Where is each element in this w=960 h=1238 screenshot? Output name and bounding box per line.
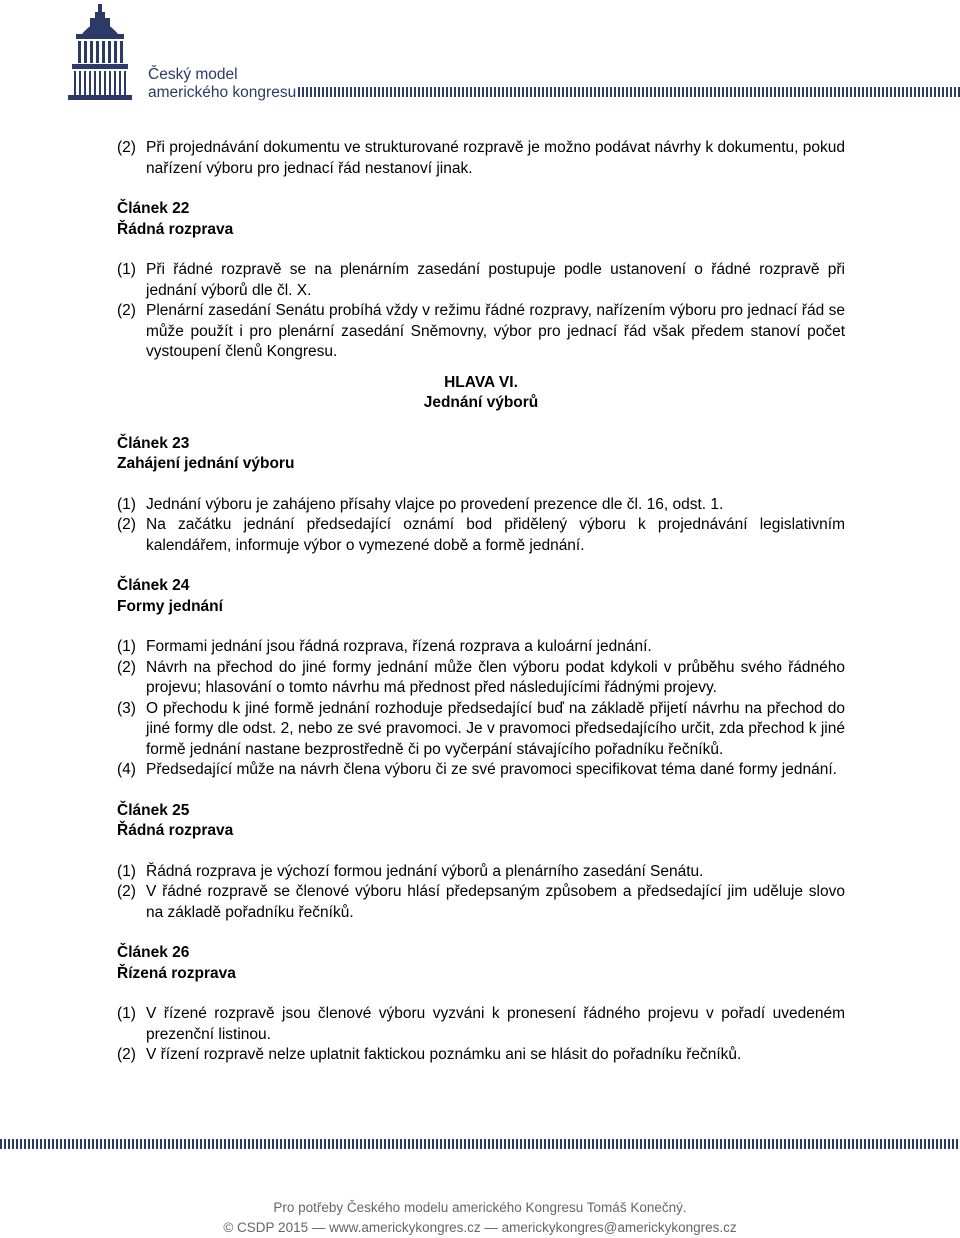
paragraph-number: (3) (117, 699, 136, 717)
article-title: Článek 22 (117, 200, 190, 217)
article-title: Článek 23 (117, 434, 190, 452)
chapter-subtitle: Jednání výborů (423, 394, 539, 411)
paragraph-number: (1) (117, 261, 136, 278)
document-body (117, 138, 845, 1066)
footer-line2: © CSDP 2015 — www.americkykongres.cz — americkykongres@americkykongres.cz (223, 1220, 737, 1235)
paragraph-text: O přechodu k jiné formě jednání rozhoduje předsedající buď na základě přijetí návrhu na přechod do jiné formy dle odst. 2, nebo ze své pravomoci. Je v pravomoci předsedajícího určit, zda přechod k jiné formě jednání nastane bezprostředně či po vyčerpání stávajícího pořadníku řečníků. (146, 699, 845, 758)
article-title: Článek 24 (117, 577, 190, 594)
logo-line1: Český model (148, 66, 238, 83)
article-subtitle: Formy jednání (117, 597, 223, 615)
paragraph (117, 138, 845, 179)
page-footer (0, 1198, 960, 1238)
paragraph-text: V řízené rozpravě jsou členové výboru vyzváni k pronesení řádného projevu v pořadí uvedeném prezenční listinou. (146, 1005, 845, 1043)
paragraph (117, 301, 845, 363)
paragraph-text: Řádná rozprava je výchozí formou jednání výborů a plenárního zasedání Senátu. (146, 862, 704, 880)
article-title: Článek 25 (117, 801, 190, 819)
article-subtitle: Zahájení jednání výboru (117, 455, 295, 472)
header-divider (298, 87, 960, 97)
paragraph-number: (2) (117, 658, 136, 676)
paragraph-number: (1) (117, 638, 136, 655)
paragraph-text: Na začátku jednání předsedající oznámí bod přidělený výboru k projednávání legislativním kalendářem, informuje výbor o vymezené době a formě jednání. (146, 516, 845, 554)
article-subtitle: Řádná rozprava (117, 220, 234, 238)
paragraph-number: (4) (117, 761, 136, 778)
paragraph-text: Návrh na přechod do jiné formy jednání může člen výboru podat kdykoli v průběhu svého řádného projevu; hlasování o tomto návrhu má přednost před následujícími řádnými projevy. (146, 658, 845, 696)
paragraph-text: Předsedající může na návrh člena výboru či ze své pravomoci specifikovat téma dané formy jednání. (146, 761, 837, 778)
paragraph-text: Jednání výboru je zahájeno přísahy vlajce po provedení prezence dle čl. 16, odst. 1. (146, 495, 724, 513)
paragraph (117, 1045, 845, 1066)
paragraph-number: (2) (117, 1046, 136, 1063)
paragraph-number: (2) (117, 883, 136, 900)
logo-line2: amerického kongresu (148, 84, 297, 101)
paragraph (117, 760, 845, 781)
logo-text (148, 66, 296, 102)
paragraph-number: (2) (117, 139, 136, 156)
paragraph-text: V řádné rozpravě se členové výboru hlásí předepsaným způsobem a předsedající jim uděluje slovo na základě pořadníku řečníků. (146, 883, 845, 921)
paragraph-number: (2) (117, 516, 136, 533)
paragraph (117, 1004, 845, 1045)
chapter-title: HLAVA VI. (444, 373, 518, 391)
article-title: Článek 26 (117, 944, 190, 961)
paragraph (117, 260, 845, 301)
capitol-dome-icon (60, 2, 140, 102)
paragraph-number: (1) (117, 1005, 136, 1022)
paragraph-number: (1) (117, 862, 136, 880)
article-subtitle: Řízená rozprava (117, 964, 236, 982)
footer-line1: Pro potřeby Českého modelu amerického Kongresu Tomáš Konečný. (273, 1200, 687, 1215)
paragraph-number: (1) (117, 495, 136, 513)
footer-divider (0, 1139, 960, 1149)
article-subtitle: Řádná rozprava (117, 822, 234, 839)
paragraph (117, 637, 845, 658)
paragraph (117, 699, 845, 761)
paragraph-text: V řízení rozpravě nelze uplatnit fakticko​u poznámku ani se hlásit do pořadníku řečníků. (146, 1046, 742, 1063)
paragraph-number: (2) (117, 302, 136, 319)
paragraph-text: Plenární zasedání Senátu probíhá vždy v režimu řádné rozpravy, nařízením výboru pro jednací řád se může použít i pro plenární zasedání Sněmovny, výbor pro jednací řád však předem stanoví počet vystoupení členů Kongresu. (146, 302, 845, 360)
paragraph (117, 495, 845, 516)
paragraph (117, 862, 845, 883)
page-header (0, 0, 960, 110)
paragraph (117, 882, 845, 923)
paragraph (117, 658, 845, 699)
paragraph-text: Při řádné rozpravě se na plenárním zasedání postupuje podle ustanovení o řádné rozpravě při jednání výborů dle čl. X. (146, 261, 845, 299)
paragraph-text: Při projednávání dokumentu ve strukturované rozpravě je možno podávat návrhy k dokumentu, pokud nařízení výboru pro jednací řád nestanoví jinak. (146, 139, 845, 177)
paragraph-text: Formami jednání jsou řádná rozprava, řízená rozprava a kuloární jednání. (146, 638, 652, 655)
paragraph (117, 515, 845, 556)
